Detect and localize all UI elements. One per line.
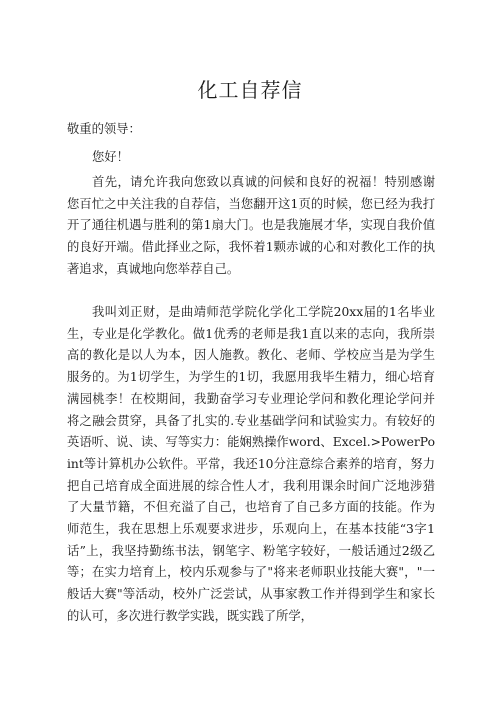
body-paragraph: 首先，请允许我向您致以真诚的问候和良好的祝福！特别感谢您百忙之中关注我的自荐信，当您翻开这1页的时候，您已经为我打开了通往机遇与胜利的第1扇大门。也是我施展才华，实现自我价值的良好开端。借此择业之际，我怀着1颗赤诚的心和对教化工作的执著追求，真诚地向您举荐自己。 [67, 175, 435, 276]
document-title: 化工自荐信 [197, 78, 303, 102]
salutation: 敬重的领导： [67, 122, 141, 136]
body-paragraph: 我叫刘正财，是曲靖师范学院化学化工学院20xx届的1名毕业生，专业是化学教化。做1优秀的老师是我1直以来的志向，我所崇高的教化是以人为本，因人施教。教化、老师、学校应当是为学生服务的。为1切学生，为学生的1切，我愿用我毕生精力，细心培育满园桃李！在校期间，我勤奋学习专业理论学问和教化理论学问并将之融会贯穿，具备了扎实的.专业基础学问和试验实力。有较好的英语听、说、读、写等实力：能娴熟操作word、Excel.>PowerPoint等计算机办公软件。平常，我还10分注意综合素养的培育，努力把自己培育成全面进展的综合性人才，我利用课余时间广泛地涉猎了大量节籍，不但充溢了自己，也培育了自己多方面的技能。作为师范生，我在思想上乐观要求进步，乐观向上，在基本技能“3字1话”上，我坚持勤练书法，钢笔字、粉笔字较好，一般话通过2级乙等；在实力培育上，校内乐观参与了"将来老师职业技能大赛"，"一般话大赛"等活动，校外广泛尝试，从事家教工作并得到学生和家长的认可，多次进行教学实践，既实践了所学， [67, 305, 435, 623]
greeting-line: 您好！ [92, 150, 129, 164]
